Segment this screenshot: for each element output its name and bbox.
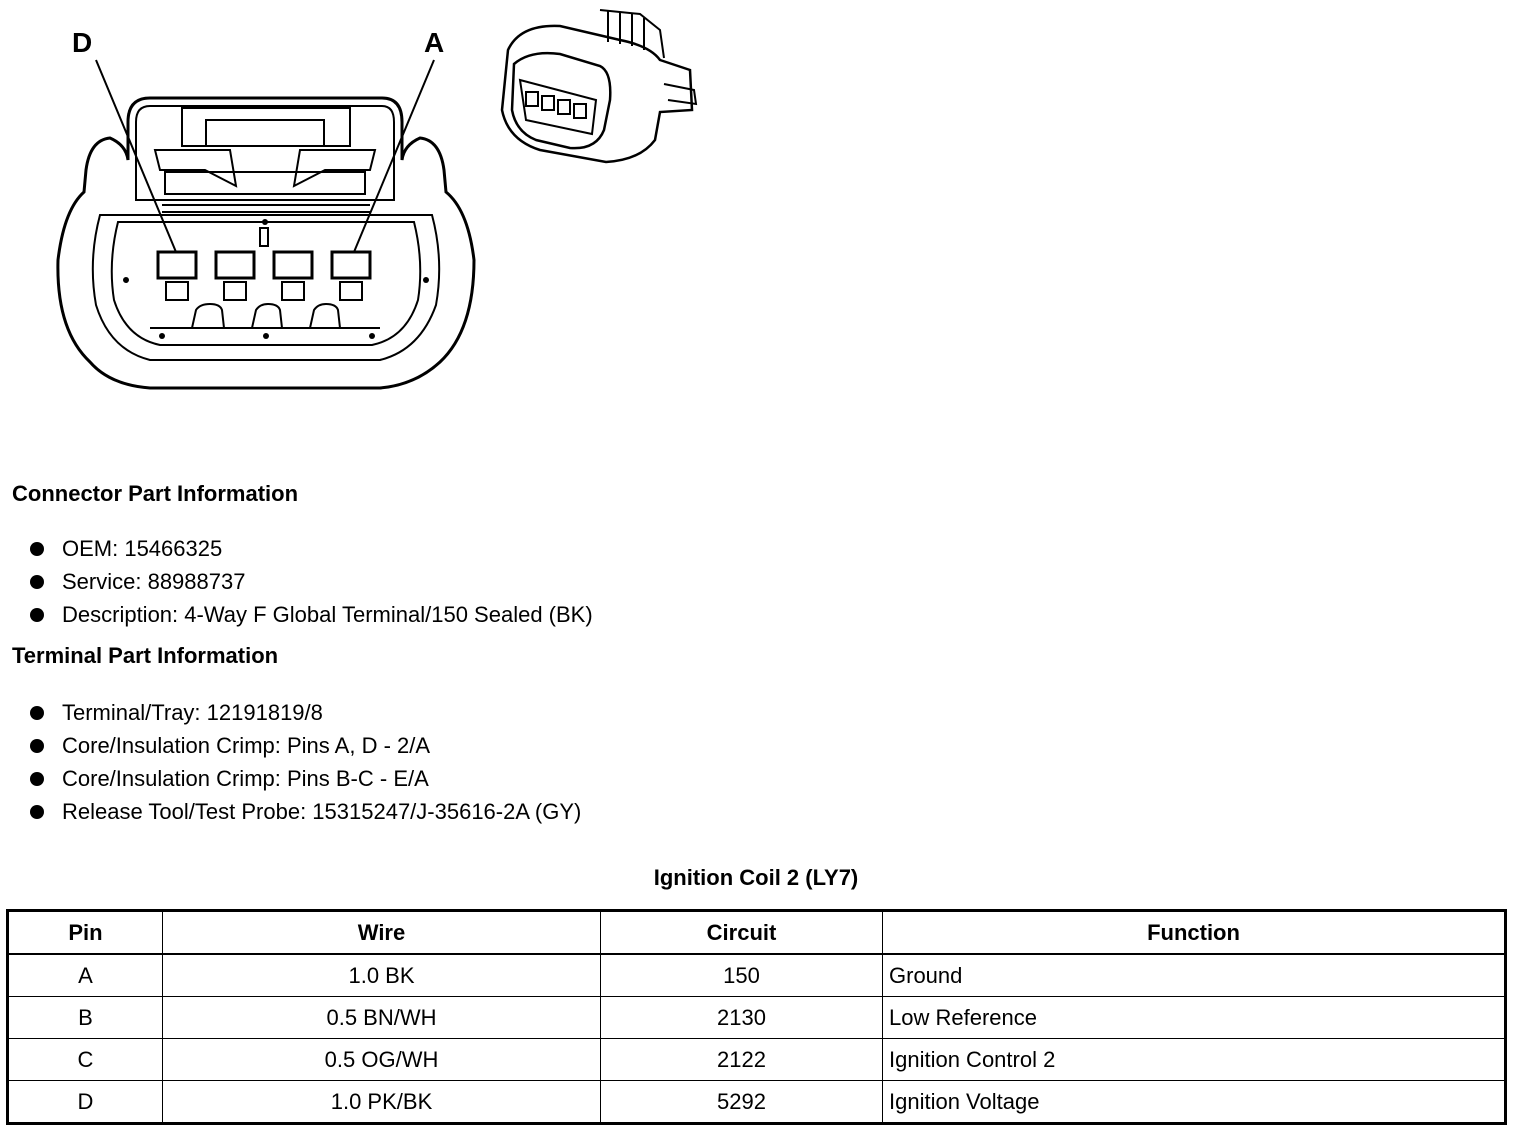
list-item-text: Core/Insulation Crimp: Pins A, D - 2/A [62,733,431,758]
table-row [8,997,1506,1039]
pin-label-a: A [424,27,445,58]
cell-function: Low Reference [883,997,1506,1039]
bullet-icon [30,542,44,556]
cell-pin: D [8,1081,163,1124]
column-header-circuit: Circuit [601,911,883,955]
cell-function: Ground [883,954,1506,997]
bullet-icon [30,706,44,720]
cell-circuit: 2122 [601,1039,883,1081]
cell-circuit: 150 [601,954,883,997]
cell-circuit: 5292 [601,1081,883,1124]
list-item-text: Terminal/Tray: 12191819/8 [62,700,323,725]
bullet-icon [30,805,44,819]
bullet-icon [30,608,44,622]
cell-wire: 1.0 BK [163,954,601,997]
list-item-text: Service: 88988737 [62,569,246,594]
list-item [30,729,581,762]
list-item [30,565,593,598]
cell-wire: 0.5 BN/WH [163,997,601,1039]
bullet-icon [30,575,44,589]
pin-label-d: D [72,27,93,58]
terminal-info-heading: Terminal Part Information [12,643,279,668]
cell-wire: 1.0 PK/BK [163,1081,601,1124]
table-caption: Ignition Coil 2 (LY7) [653,865,859,890]
bullet-icon [30,739,44,753]
table-header-row [8,911,1506,955]
connector-info-list [30,532,593,631]
list-item [30,795,581,828]
bullet-icon [30,772,44,786]
list-item-text: OEM: 15466325 [62,536,223,561]
cell-function: Ignition Voltage [883,1081,1506,1124]
connector-info-heading: Connector Part Information [12,481,299,506]
list-item [30,532,593,565]
cell-circuit: 2130 [601,997,883,1039]
list-item-text: Core/Insulation Crimp: Pins B-C - E/A [62,766,429,791]
list-item [30,696,581,729]
list-item-text: Description: 4-Way F Global Terminal/150 Sealed (BK) [62,602,593,627]
terminal-info-list [30,696,581,828]
table-row [8,1081,1506,1124]
column-header-function: Function [883,911,1506,955]
column-header-pin: Pin [8,911,163,955]
cell-wire: 0.5 OG/WH [163,1039,601,1081]
list-item [30,762,581,795]
connector-iso-drawing [502,10,696,162]
connector-diagram [0,0,720,420]
cell-pin: C [8,1039,163,1081]
list-item-text: Release Tool/Test Probe: 15315247/J-35616-2A (GY) [62,799,582,824]
cell-function: Ignition Control 2 [883,1039,1506,1081]
cell-pin: B [8,997,163,1039]
list-item [30,598,593,631]
column-header-wire: Wire [163,911,601,955]
pinout-table [6,909,1507,1125]
table-row [8,954,1506,997]
table-row [8,1039,1506,1081]
cell-pin: A [8,954,163,997]
